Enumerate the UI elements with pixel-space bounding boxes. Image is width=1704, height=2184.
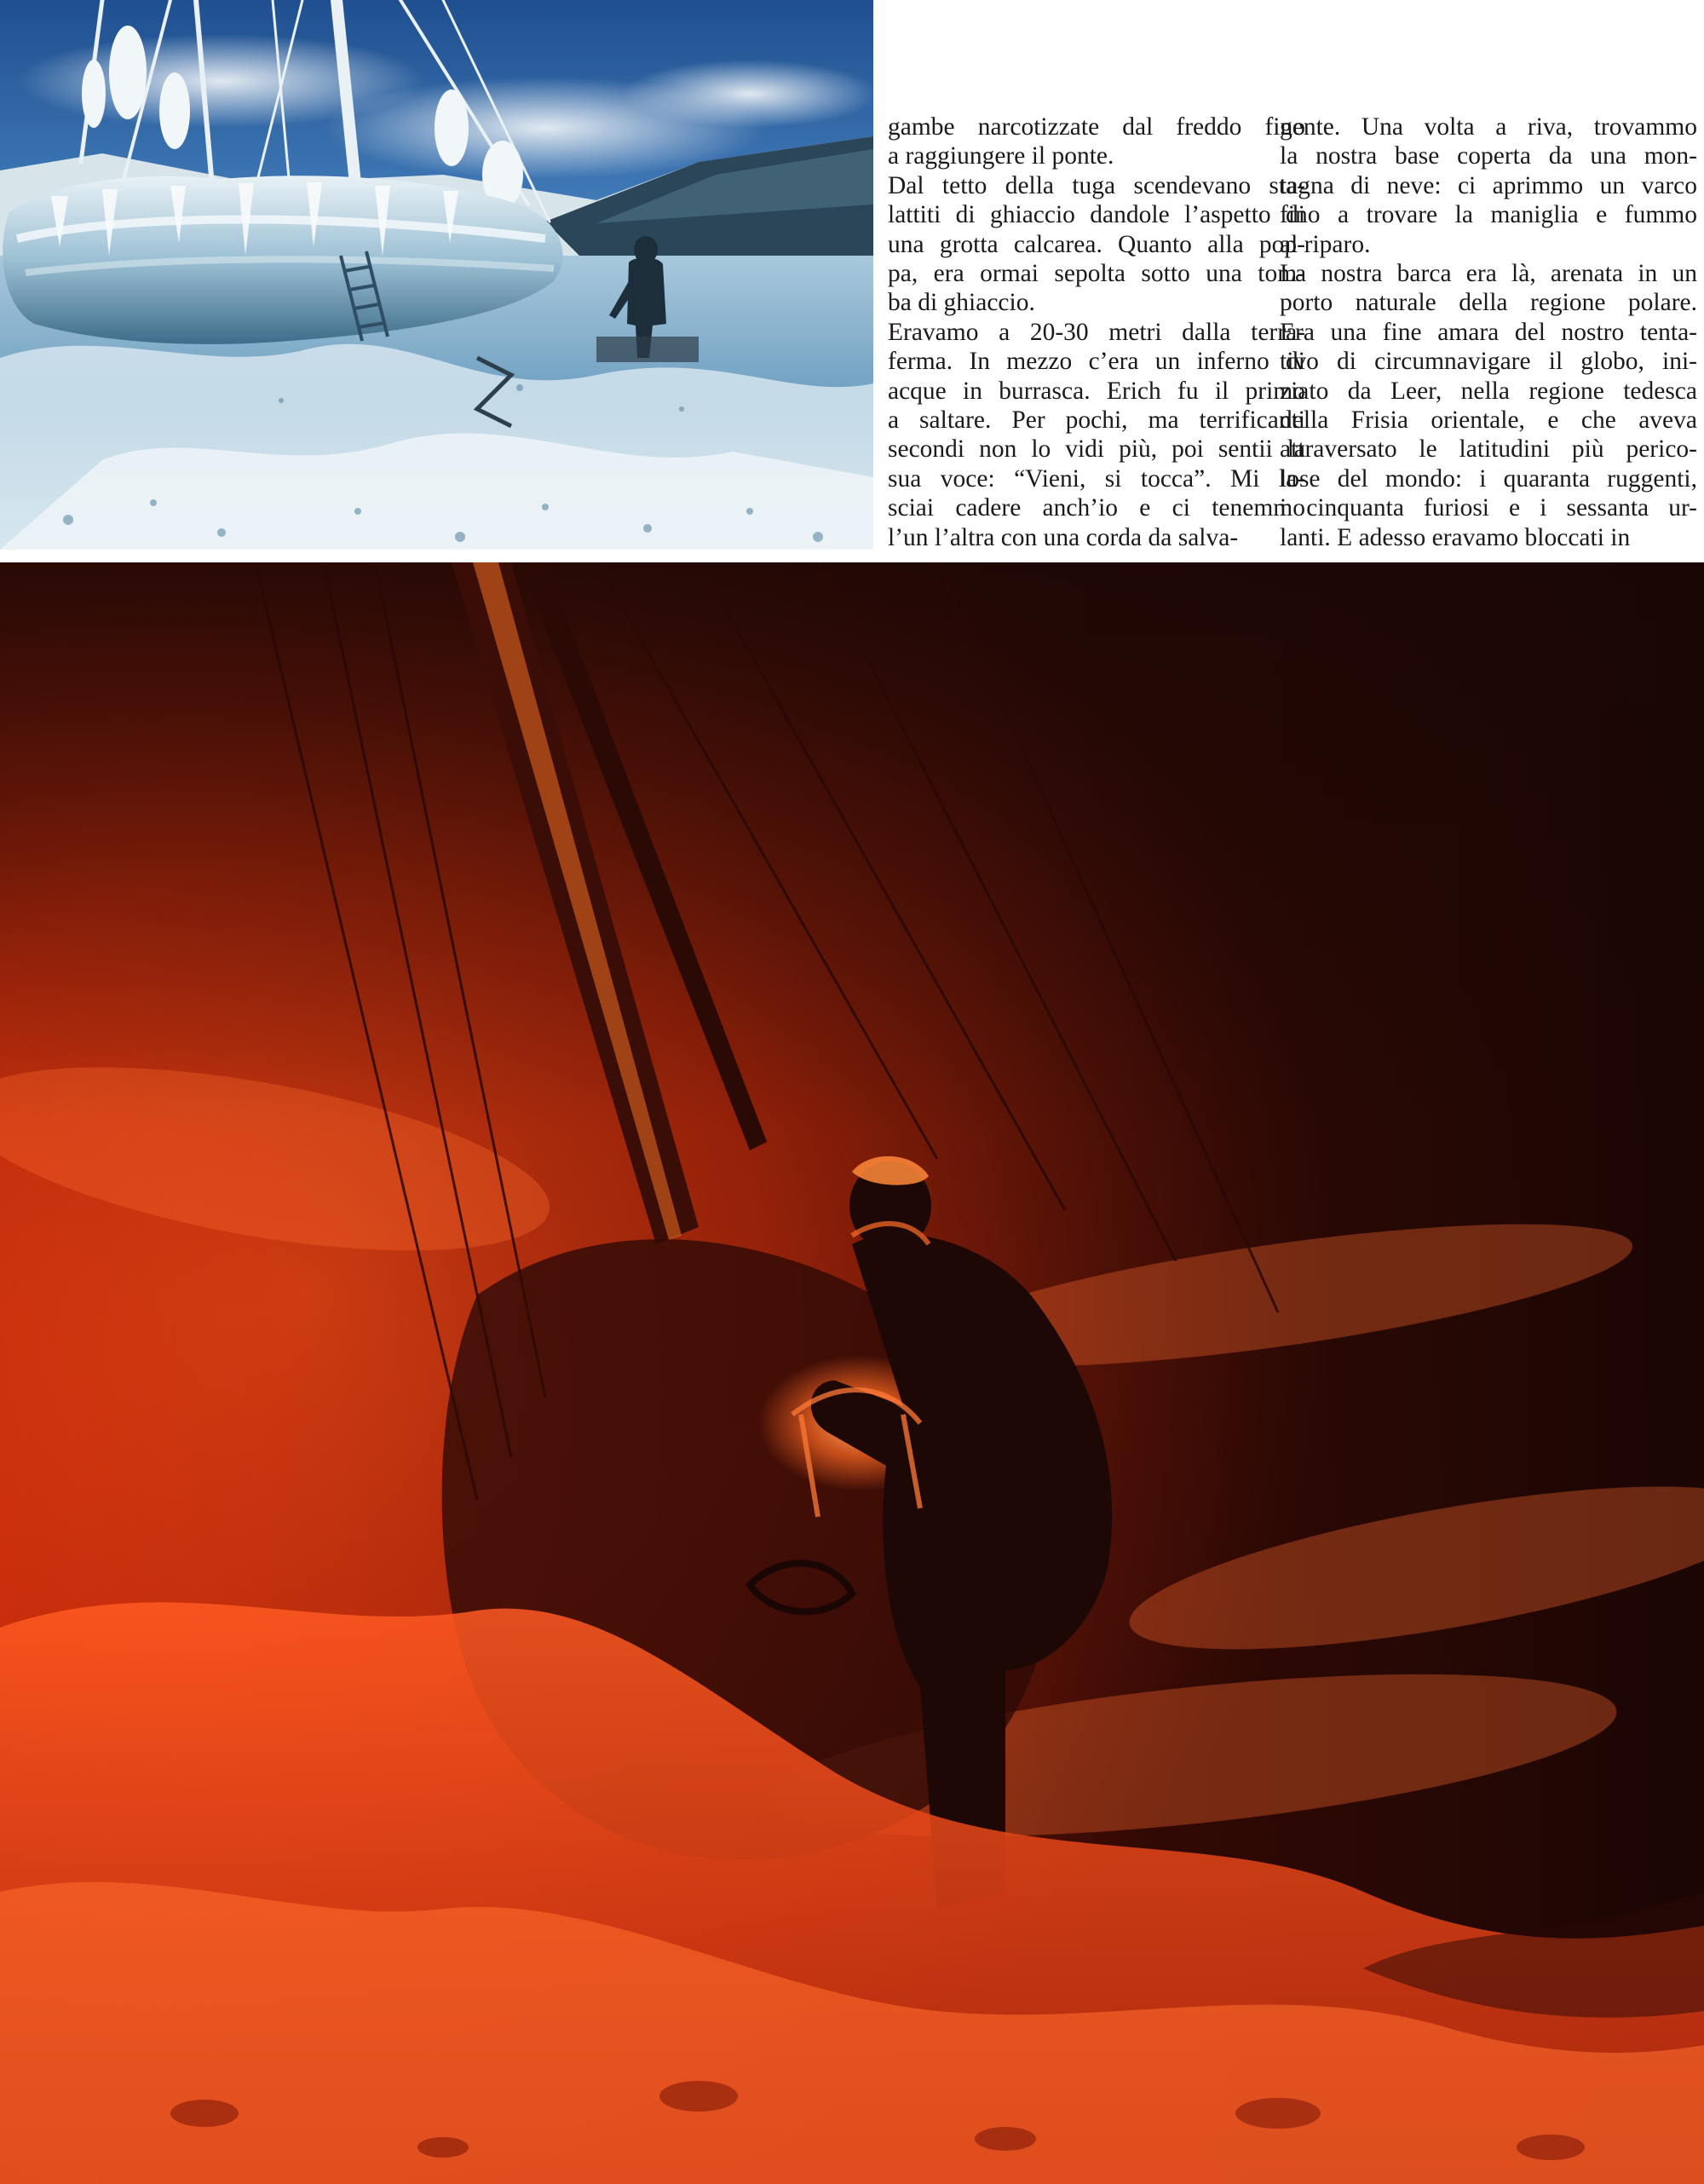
paragraph [888,318,1305,552]
text-line: pa, era ormai sepolta sotto una tom- [888,260,1305,288]
text-line: i cinquanta furiosi e i sessanta ur- [1280,494,1697,522]
text-line: Dal tetto della tuga scendevano sta- [888,171,1305,199]
text-line: Era una fine amara del nostro tenta- [1280,318,1697,346]
iced-boat-image [0,0,873,550]
text-line: ferma. In mezzo c’era un inferno di [888,348,1305,376]
photo-iced-boat [0,0,873,550]
text-line: la nostra base coperta da una mon- [1280,142,1697,170]
text-line: attraversato le latitudini più perico- [1280,435,1697,464]
text-column-1 [888,112,1305,552]
text-line: gente. Una volta a riva, trovammo [1280,113,1697,141]
text-line: ba di ghiaccio. [888,289,1035,317]
text-line: una grotta calcarea. Quanto alla pop- [888,230,1305,258]
text-line: tagna di neve: ci aprimmo un varco [1280,171,1697,199]
text-line: lattiti di ghiaccio dandole l’aspetto di [888,201,1305,229]
text-line: l’un l’altra con una corda da salva- [888,523,1239,551]
text-line: fino a trovare la maniglia e fummo [1280,201,1697,229]
text-line: della Frisia orientale, e che aveva [1280,406,1697,435]
text-line: a saltare. Per pochi, ma terrificanti [888,406,1305,435]
text-line: a raggiungere il ponte. [888,142,1114,170]
text-line: lose del mondo: i quaranta ruggenti, [1280,464,1697,493]
text-line: ziato da Leer, nella regione tedesca [1280,377,1697,405]
text-line: al riparo. [1280,230,1371,258]
text-line: La nostra barca era là, arenata in un [1280,260,1697,288]
text-line: sciai cadere anch’io e ci tenemmo [888,494,1305,522]
paragraph [1280,112,1697,259]
paragraph [888,112,1305,171]
red-blizzard-image [0,562,1704,2184]
photo-red-blizzard [0,562,1704,2184]
text-line: Eravamo a 20-30 metri dalla terra- [888,318,1305,346]
paragraph [1280,259,1697,552]
text-line: secondi non lo vidi più, poi sentii la [888,435,1305,464]
text-line: sua voce: “Vieni, si tocca”. Mi la- [888,464,1305,493]
text-column-2 [1280,112,1697,552]
text-line: porto naturale della regione polare. [1280,289,1697,317]
text-line: lanti. E adesso eravamo bloccati in [1280,523,1631,551]
text-line: acque in burrasca. Erich fu il primo [888,377,1305,405]
text-line: tivo di circumnavigare il globo, ini- [1280,348,1697,376]
paragraph [888,171,1305,318]
text-line: gambe narcotizzate dal freddo fino [888,113,1305,141]
